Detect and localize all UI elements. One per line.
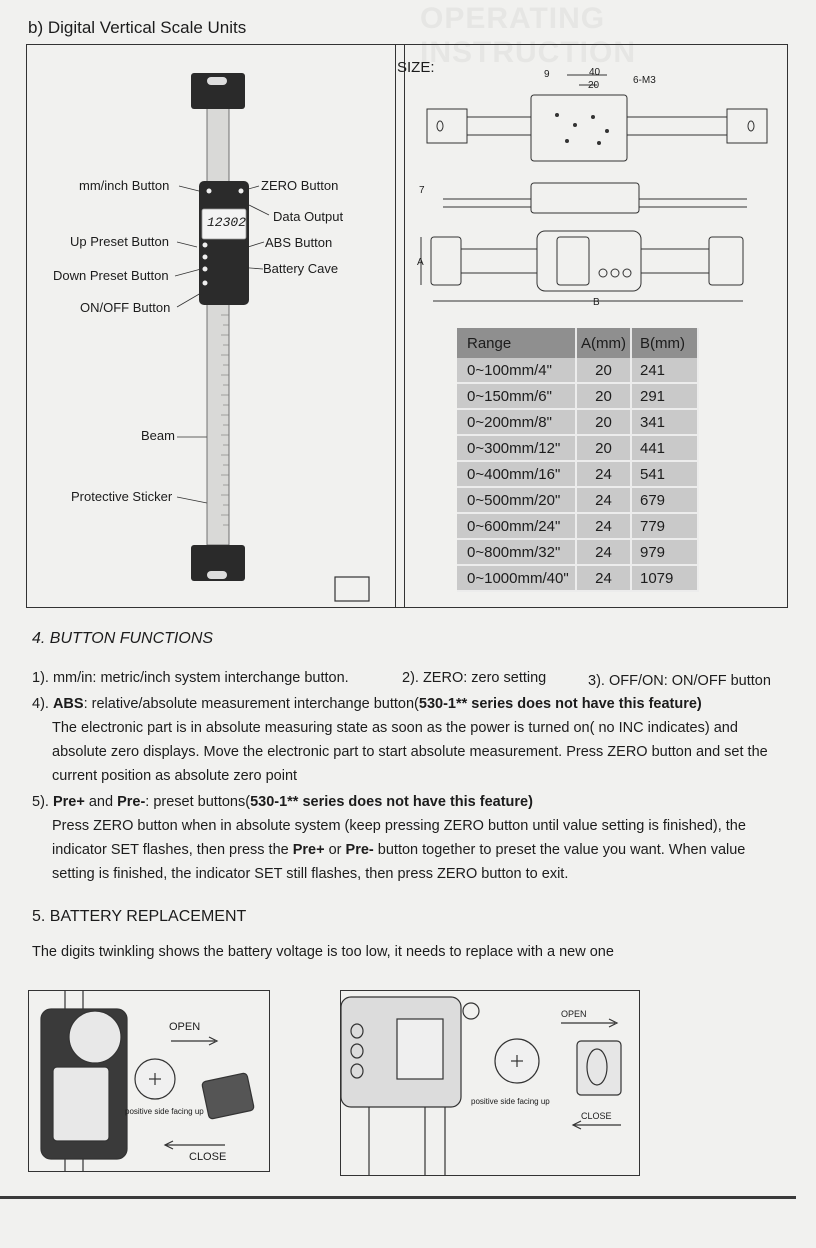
cell-b: 441 <box>631 435 698 461</box>
spec-table <box>457 328 699 592</box>
header-b: B(mm) <box>631 328 698 358</box>
bf-item-4-prefix: 4). <box>32 696 53 712</box>
table-row <box>457 358 698 383</box>
callout-down-preset-button: Down Preset Button <box>53 268 169 283</box>
table-row <box>457 539 698 565</box>
cell-a: 24 <box>576 461 631 487</box>
cell-b: 341 <box>631 409 698 435</box>
callout-up-preset-button: Up Preset Button <box>70 234 169 249</box>
cell-b: 779 <box>631 513 698 539</box>
bf-item-5-and: and <box>84 794 118 810</box>
bf-item-5-bold: 530-1** series does not have this feature) <box>250 794 533 810</box>
close-label-right: CLOSE <box>581 1111 612 1121</box>
open-label-right: OPEN <box>561 1009 587 1019</box>
bf-item-2: 2). ZERO: zero setting <box>402 670 547 686</box>
callout-protective-sticker: Protective Sticker <box>71 489 173 504</box>
close-label-left: CLOSE <box>189 1151 227 1163</box>
callout-battery-cave: Battery Cave <box>263 261 339 276</box>
dim-b: B <box>593 297 600 308</box>
cell-range: 0~800mm/32" <box>457 539 576 565</box>
bf-item-3: 3). OFF/ON: ON/OFF button <box>588 673 771 689</box>
callout-mm-inch-button: mm/inch Button <box>79 178 170 193</box>
battery-title: 5. BATTERY REPLACEMENT <box>32 908 247 925</box>
positive-label-left: positive side facing up <box>125 1107 204 1116</box>
cell-b: 541 <box>631 461 698 487</box>
cell-a: 20 <box>576 409 631 435</box>
bf-item-4-bold: 530-1** series does not have this feature) <box>418 696 702 712</box>
bf-item-4-key: ABS <box>52 696 84 712</box>
bf-item-4 <box>32 692 788 788</box>
cell-b: 679 <box>631 487 698 513</box>
bf-item-4-text: : relative/absolute measurement interchange button( <box>83 696 419 712</box>
bf-item-5-desc-b: button together to preset the value you want. When value setting is finished, the indicator SET still flashes, then press ZERO button to exit. <box>52 842 746 882</box>
cell-a: 20 <box>576 435 631 461</box>
bf-item-5-text: : preset buttons( <box>145 794 251 810</box>
dim-7: 7 <box>419 185 425 196</box>
open-label-left: OPEN <box>169 1021 201 1033</box>
bf-item-5-pre-minus: Pre- <box>345 842 374 858</box>
dim-40: 40 <box>589 67 601 78</box>
dim-6-m3: 6-M3 <box>633 75 656 86</box>
cell-range: 0~150mm/6" <box>457 383 576 409</box>
callout-zero-button: ZERO Button <box>261 178 339 193</box>
table-row <box>457 461 698 487</box>
battery-desc: The digits twinkling shows the battery voltage is too low, it needs to replace with a new one <box>32 944 614 960</box>
section-b-title: b) Digital Vertical Scale Units <box>28 18 247 37</box>
cell-range: 0~500mm/20" <box>457 487 576 513</box>
button-functions-title: 4. BUTTON FUNCTIONS <box>32 630 214 647</box>
size-dimension-drawing <box>407 65 787 305</box>
battery-picture-right <box>340 990 640 1176</box>
table-row <box>457 435 698 461</box>
dim-20: 20 <box>588 80 600 91</box>
cell-a: 24 <box>576 565 631 591</box>
battery-illustration-right <box>341 991 639 1175</box>
table-row <box>457 383 698 409</box>
bf-item-4-desc: The electronic part is in absolute measuring state as soon as the power is turned on( no INC indicates) and absolute zero displays. Move the electronic part to start absolute measurement. Press ZERO button and set the current position as absolute zero point <box>52 720 768 784</box>
top-figure-box <box>26 44 788 608</box>
spec-header-row <box>457 328 698 358</box>
callout-data-output: Data Output <box>273 209 344 224</box>
cell-a: 24 <box>576 487 631 513</box>
cell-range: 0~100mm/4" <box>457 358 576 383</box>
cell-a: 24 <box>576 513 631 539</box>
bf-item-5-prefix: 5). <box>32 794 53 810</box>
cell-b: 979 <box>631 539 698 565</box>
vertical-scale-drawing <box>27 45 395 607</box>
callout-abs-button: ABS Button <box>265 235 333 250</box>
cell-range: 0~400mm/16" <box>457 461 576 487</box>
callout-beam: Beam <box>141 428 175 443</box>
table-row <box>457 513 698 539</box>
battery-picture-left <box>28 990 270 1172</box>
table-row <box>457 487 698 513</box>
cell-a: 20 <box>576 383 631 409</box>
callout-on-off-button: ON/OFF Button <box>80 300 171 315</box>
bf-item-5-key2: Pre- <box>117 794 146 810</box>
bf-item-5-desc-a: Press ZERO button when in absolute system (keep pressing ZERO button until value setting is finished), the indicator SET flashes, then press the <box>52 818 746 858</box>
header-a: A(mm) <box>576 328 631 358</box>
bf-item-5-desc <box>32 814 788 886</box>
cell-a: 24 <box>576 539 631 565</box>
battery-illustration-left <box>29 991 269 1171</box>
dim-9: 9 <box>544 69 550 80</box>
bf-item-5-or: or <box>324 842 346 858</box>
bf-item-5-pre-plus: Pre+ <box>292 842 325 858</box>
cell-range: 0~1000mm/40" <box>457 565 576 591</box>
table-row <box>457 409 698 435</box>
bf-item-5-key: Pre+ <box>52 794 85 810</box>
positive-label-right: positive side facing up <box>471 1097 550 1106</box>
background-header-ghost: OPERATING INSTRUCTION <box>420 2 636 69</box>
panel-divider <box>395 45 405 607</box>
dim-a: A <box>417 257 424 268</box>
bottom-rule <box>0 1196 796 1199</box>
cell-range: 0~600mm/24" <box>457 513 576 539</box>
size-label: SIZE: <box>397 59 435 76</box>
cell-b: 241 <box>631 358 698 383</box>
cell-range: 0~200mm/8" <box>457 409 576 435</box>
header-range: Range <box>457 328 576 358</box>
bf-item-1: 1). mm/in: metric/inch system interchange button. <box>32 670 349 686</box>
bf-item-5 <box>32 790 788 886</box>
cell-range: 0~300mm/12" <box>457 435 576 461</box>
cell-b: 1079 <box>631 565 698 591</box>
table-row <box>457 565 698 591</box>
cell-b: 291 <box>631 383 698 409</box>
cell-a: 20 <box>576 358 631 383</box>
lcd-display: 12302 <box>207 215 247 230</box>
